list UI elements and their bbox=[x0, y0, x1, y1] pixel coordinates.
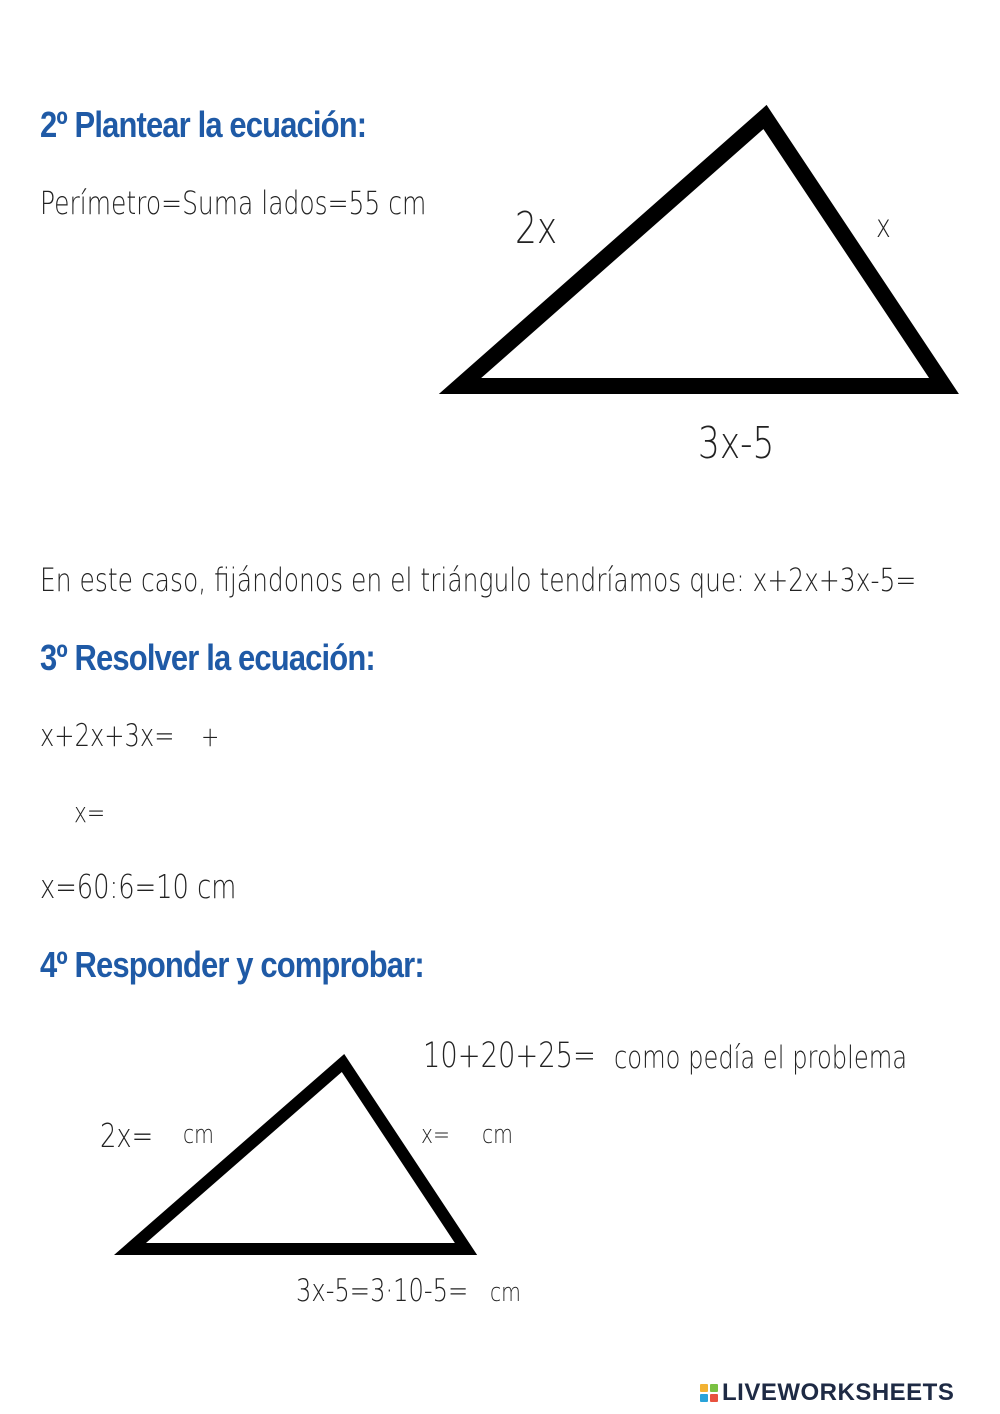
liveworksheets-brand: LIVEWORKSHEETS bbox=[722, 1379, 955, 1406]
answer-label-right-unit: cm bbox=[482, 1120, 513, 1150]
equation-line-1: x+2x+3x= bbox=[40, 718, 175, 754]
answer-label-left-unit: cm bbox=[183, 1120, 214, 1150]
answer-label-right: x= bbox=[421, 1120, 450, 1150]
check-sum: 10+20+25= bbox=[423, 1036, 596, 1076]
answer-label-bottom: 3x-5=3·10-5= bbox=[296, 1273, 469, 1309]
equation-line-2-field[interactable] bbox=[108, 798, 172, 830]
liveworksheets-logo bbox=[700, 1378, 954, 1408]
triangle-label-left: 2x bbox=[515, 203, 558, 254]
equation-line-3: x=60:6=10 cm bbox=[40, 867, 237, 906]
section-2-heading: 2º Plantear la ecuación: bbox=[40, 104, 367, 145]
bottom-triangle bbox=[130, 1063, 466, 1249]
perimeter-text: Perímetro=Suma lados=55 cm bbox=[40, 184, 427, 222]
check-note: como pedía el problema bbox=[614, 1040, 908, 1076]
answer-right-field[interactable] bbox=[450, 1120, 484, 1150]
equation-line-2-coef-field[interactable] bbox=[40, 798, 76, 830]
equation-line-1-field-a[interactable] bbox=[165, 722, 201, 754]
equation-line-2: x= bbox=[74, 796, 106, 829]
section-3-heading: 3º Resolver la ecuación: bbox=[40, 637, 375, 678]
answer-label-left: 2x= bbox=[100, 1116, 154, 1155]
section-4-heading: 4º Responder y comprobar: bbox=[40, 944, 424, 985]
liveworksheets-logo-icon bbox=[700, 1384, 718, 1402]
answer-label-bottom-unit: cm bbox=[490, 1278, 521, 1308]
answer-left-field[interactable] bbox=[148, 1120, 184, 1150]
triangle-label-right: x bbox=[876, 207, 891, 245]
answer-bottom-field[interactable] bbox=[463, 1276, 493, 1306]
case-text: En este caso, fijándonos en el triángulo tendríamos que: x+2x+3x-5= bbox=[40, 561, 917, 599]
triangle-label-bottom: 3x-5 bbox=[698, 418, 775, 469]
equation-line-1-plus: + bbox=[201, 720, 220, 753]
equation-line-1-field-b[interactable] bbox=[220, 722, 284, 754]
case-answer-field[interactable] bbox=[862, 566, 956, 600]
check-sum-field[interactable] bbox=[582, 1040, 616, 1074]
